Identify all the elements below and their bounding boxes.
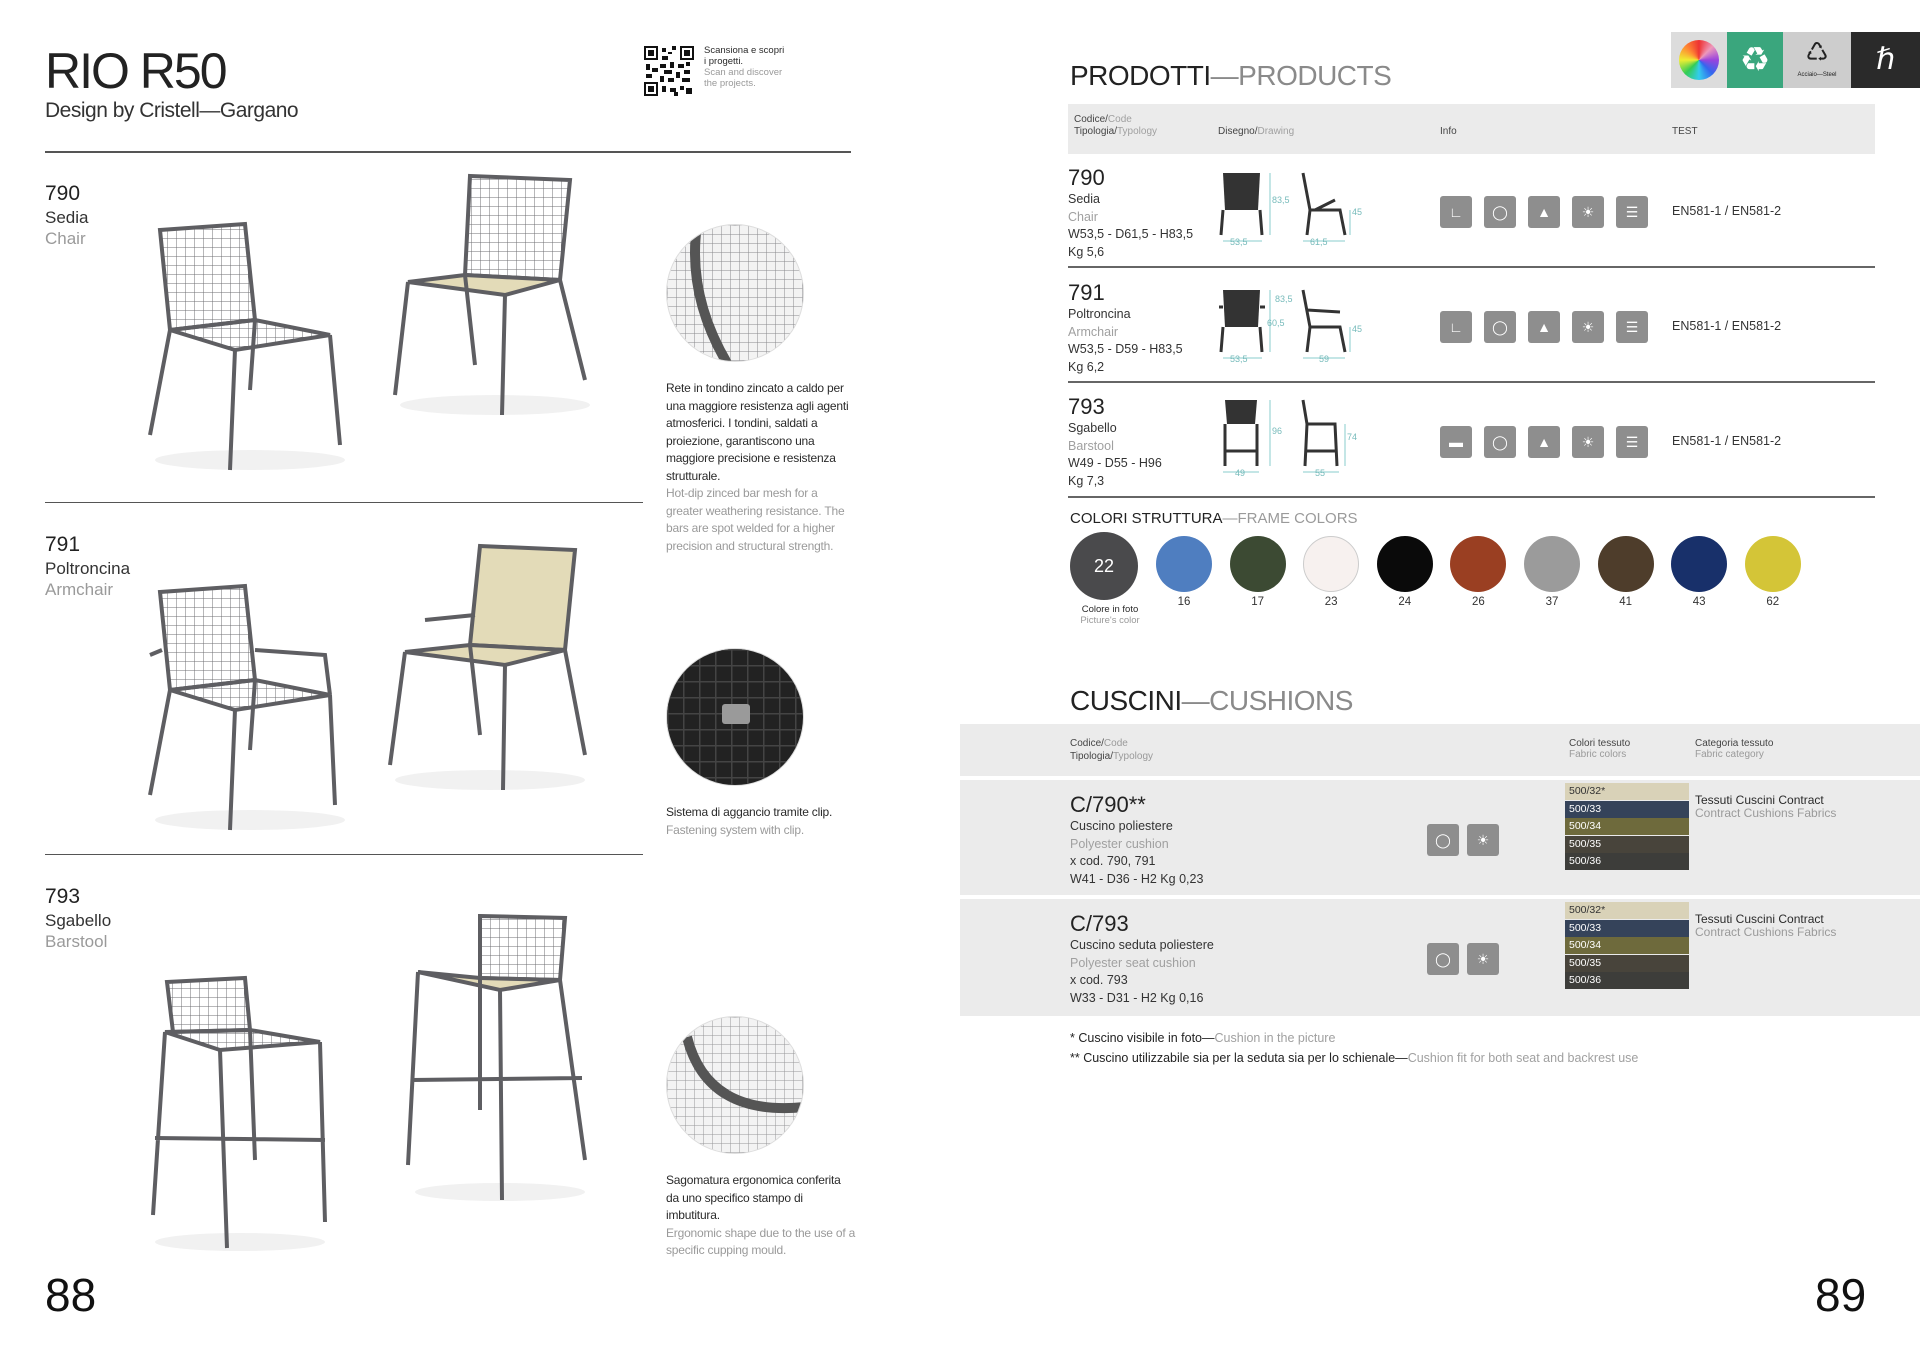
designer-subtitle: Design by Cristell—Gargano: [45, 99, 299, 122]
color-swatch-41[interactable]: [1598, 536, 1654, 592]
chair-790-back-image: [390, 170, 600, 420]
weight-load-icon: ▲: [1528, 426, 1560, 458]
cushion-icon: ◯: [1484, 196, 1516, 228]
weather-icon: ☀: [1572, 311, 1604, 343]
color-code-label: 37: [1545, 596, 1559, 608]
color-swatch-37[interactable]: [1524, 536, 1580, 592]
drawing-790: [1215, 165, 1365, 250]
cushion-item: C/793 Cuscino seduta poliestere Polyester seat cushion x cod. 793 W33 - D31 - H2 Kg 0,16: [1070, 911, 1214, 1005]
dim-arm: 60,5: [1267, 318, 1285, 328]
color-swatch-17[interactable]: [1230, 536, 1286, 592]
armchair-791-back-image: [385, 540, 600, 795]
dim-seat: 45: [1352, 207, 1363, 217]
product-label-790: 790 Sedia Chair: [45, 182, 89, 248]
fabric-swatch-50033[interactable]: 500/33: [1565, 920, 1689, 937]
barstool-793-front-image: [145, 970, 335, 1255]
products-table-header: Codice/Code Tipologia/Typology Disegno/Drawing Info TEST: [1068, 104, 1875, 154]
dim-width: 49: [1235, 468, 1246, 478]
fabric-category: Tessuti Cuscini Contract Contract Cushions Fabrics: [1695, 793, 1837, 820]
color-swatch-62[interactable]: [1745, 536, 1801, 592]
color-swatch-16[interactable]: [1156, 536, 1212, 592]
product-label-791: 791 Poltroncina Armchair: [45, 533, 131, 599]
stack-count-icon: ☰: [1616, 311, 1648, 343]
table-row: 790 Sedia Chair W53,5 - D61,5 - H83,5 Kg 5,6: [1068, 165, 1194, 259]
divider: [45, 854, 643, 855]
frame-colors-title: COLORI STRUTTURA—FRAME COLORS: [1070, 510, 1358, 527]
note-clip: Sistema di aggancio tramite clip. Fastening system with clip.: [666, 805, 833, 837]
stackable-icon: ∟: [1440, 196, 1472, 228]
weight-load-icon: ▲: [1528, 311, 1560, 343]
table-row: 793 Sgabello Barstool W49 - D55 - H96 Kg 7,3: [1068, 394, 1162, 488]
fabric-swatch-50034[interactable]: 500/34: [1565, 937, 1689, 954]
fabric-swatch-50034[interactable]: 500/34: [1565, 818, 1689, 835]
weight-load-icon: ▲: [1528, 196, 1560, 228]
note-mesh: Rete in tondino zincato a caldo per una maggiore resistenza agli agenti atmosferici. I tondini, saldati a proiezione, garantiscono una maggiore precisione e resistenza strutturale. Hot-dip zinced bar mesh for a greater weathering resistance. The bars are spot welded for a higher precision and structural strength.: [666, 381, 849, 553]
cushions-title: CUSCINI—CUSHIONS: [1070, 685, 1353, 716]
products-title: PRODOTTI—PRODUCTS: [1070, 60, 1392, 91]
drawing-793: [1215, 396, 1365, 481]
dim-depth: 55: [1315, 468, 1326, 478]
divider: [1068, 381, 1875, 383]
cushion-icon: ◯: [1484, 426, 1516, 458]
chair-790-front-image: [140, 220, 355, 475]
picture-color-caption: Colore in foto Picture's color: [1080, 604, 1140, 626]
table-row: 791 Poltroncina Armchair W53,5 - D59 - H83,5 Kg 6,2: [1068, 280, 1183, 374]
dim-depth: 59: [1319, 354, 1330, 364]
test-standard: EN581-1 / EN581-2: [1672, 204, 1782, 218]
weather-icon: ☀: [1467, 824, 1499, 856]
detail-mesh-image: [666, 224, 804, 362]
color-code-label: 16: [1177, 596, 1191, 608]
test-standard: EN581-1 / EN581-2: [1672, 434, 1782, 448]
stackable-icon: ∟: [1440, 311, 1472, 343]
dim-seat: 74: [1347, 432, 1358, 442]
collection-title: RIO R50: [45, 43, 226, 99]
color-swatch-43[interactable]: [1671, 536, 1727, 592]
armchair-791-front-image: [140, 580, 355, 835]
footnote: * Cuscino visibile in foto—Cushion in the picture: [1070, 1031, 1336, 1045]
recycle-icon: ♻: [1727, 32, 1783, 88]
stack-count-icon: ☰: [1616, 426, 1648, 458]
drawing-791: [1215, 282, 1365, 367]
fabric-swatch-50036[interactable]: 500/36: [1565, 853, 1689, 870]
color-code-label: 23: [1324, 596, 1338, 608]
color-code-label: 43: [1692, 596, 1706, 608]
product-label-793: 793 Sgabello Barstool: [45, 885, 112, 951]
fabric-swatch-50032[interactable]: 500/32*: [1565, 902, 1689, 919]
color-wheel-icon: [1671, 32, 1727, 88]
page-number-right: 89: [1815, 1269, 1867, 1321]
cushions-table-header: Codice/Code Tipologia/Typology Colori tessuto Fabric colors Categoria tessuto Fabric category: [960, 724, 1920, 776]
cushion-icon: ◯: [1427, 943, 1459, 975]
fabric-swatch-50035[interactable]: 500/35: [1565, 836, 1689, 853]
barstool-793-back-image: [400, 910, 600, 1205]
color-code-label: 62: [1766, 596, 1780, 608]
fabric-swatch-50032[interactable]: 500/32*: [1565, 783, 1689, 800]
divider: [45, 502, 643, 503]
dim-height: 83,5: [1272, 195, 1290, 205]
weather-icon: ☀: [1467, 943, 1499, 975]
fabric-swatch-50036[interactable]: 500/36: [1565, 972, 1689, 989]
fabric-swatch-50033[interactable]: 500/33: [1565, 801, 1689, 818]
test-standard: EN581-1 / EN581-2: [1672, 319, 1782, 333]
dim-seat: 45: [1352, 324, 1363, 334]
divider: [45, 151, 851, 153]
stack-count-icon: ☰: [1616, 196, 1648, 228]
qr-code-icon[interactable]: [644, 46, 694, 96]
color-swatch-26[interactable]: [1450, 536, 1506, 592]
weather-icon: ☀: [1572, 426, 1604, 458]
dim-width: 53,5: [1230, 237, 1248, 247]
color-code-label: 17: [1251, 596, 1264, 608]
dim-height: 96: [1272, 426, 1283, 436]
dim-depth: 61,5: [1310, 237, 1328, 247]
chair-type-icon: ℏ: [1851, 32, 1920, 88]
color-swatch-picture[interactable]: 22: [1070, 532, 1138, 600]
detail-clip-image: [666, 648, 804, 786]
color-code-label: 41: [1619, 596, 1632, 608]
dim-height: 83,5: [1275, 294, 1293, 304]
cushion-icon: ◯: [1484, 311, 1516, 343]
qr-caption: Scansiona e scopri i progetti. Scan and discover the projects.: [704, 45, 785, 89]
steel-recycle-icon: ♺ Acciaio—Steel: [1783, 32, 1851, 88]
color-code-label: 24: [1398, 596, 1412, 608]
color-code-label: 26: [1471, 596, 1485, 608]
color-swatch-23[interactable]: [1303, 536, 1359, 592]
seat-icon: ▬: [1440, 426, 1472, 458]
footnote: ** Cuscino utilizzabile sia per la seduta sia per lo schienale—Cushion fit for both seat and backrest use: [1070, 1051, 1639, 1065]
cushion-item: C/790** Cuscino poliestere Polyester cushion x cod. 790, 791 W41 - D36 - H2 Kg 0,23: [1070, 792, 1204, 886]
divider: [1068, 496, 1875, 498]
cushion-icon: ◯: [1427, 824, 1459, 856]
page-number-left: 88: [45, 1269, 97, 1321]
color-swatch-24[interactable]: [1377, 536, 1433, 592]
fabric-swatch-50035[interactable]: 500/35: [1565, 955, 1689, 972]
divider: [1068, 266, 1875, 268]
note-shape: Sagomatura ergonomica conferita da uno specifico stampo di imbutitura. Ergonomic shape due to the use of a specific cupping mould.: [666, 1173, 856, 1257]
detail-shape-image: [666, 1016, 804, 1154]
weather-icon: ☀: [1572, 196, 1604, 228]
fabric-category: Tessuti Cuscini Contract Contract Cushions Fabrics: [1695, 912, 1837, 939]
dim-width: 53,5: [1230, 354, 1248, 364]
